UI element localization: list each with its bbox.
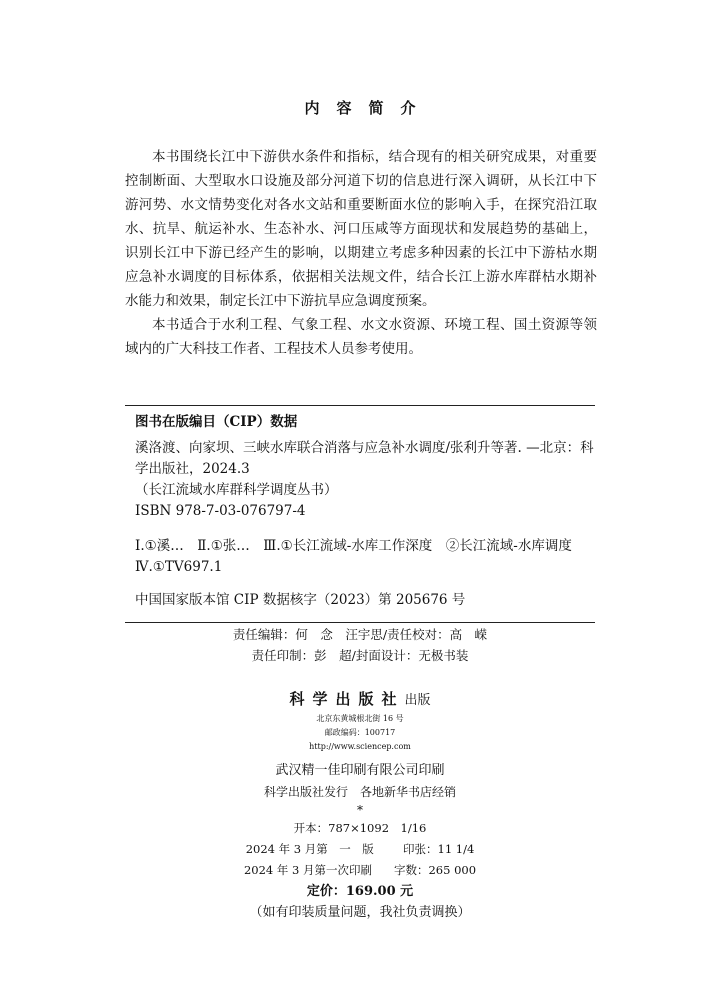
printer-line: 武汉精一佳印刷有限公司印刷 [275, 763, 445, 778]
publisher-line [0, 688, 720, 712]
credits-block [0, 624, 720, 666]
format-line: 开本：787×1092 1/16 [293, 821, 427, 835]
publisher-suffix: 出版 [404, 693, 431, 708]
publisher-name: 科学出版社 [289, 690, 405, 708]
cip-title-line: 溪洛渡、向家坝、三峡水库联合消落与应急补水调度/张利升等著. —北京：科学出版社，2024.3 [135, 440, 594, 477]
edition-text: 2024 年 3 月第 一 版 [245, 842, 374, 856]
price-line: 定价：169.00 元 [306, 884, 414, 899]
printing-text: 2024 年 3 月第一次印刷 [243, 863, 373, 877]
cip-header: 图书在版编目（CIP）数据 [135, 414, 298, 430]
wordcount-text: 字数：265 000 [393, 863, 477, 877]
summary-section [125, 145, 597, 361]
sheets-text: 印张：11 1/4 [403, 842, 475, 856]
summary-paragraph-1: 本书围绕长江中下游供水条件和指标，结合现有的相关研究成果，对重要控制断面、大型取水口设施及部分河道下切的信息进行深入调研，从长江中下游河势、水文情势变化对各水文站和重要断面水位的影响入手，在探究沿江取水、抗旱、航运补水、生态补水、河口压咸等方面现状和发展趋势的基础上，识别长江中下游已经产生的影响，以期建立考虑多种因素的长江中下游枯水期应急补水调度的目标体系，依据相关法规文件，结合长江上游水库群枯水期补水能力和效果，制定长江中下游抗旱应急调度预案。 [125, 149, 597, 309]
credits-production: 责任印制：彭 超/封面设计：无极书装 [251, 648, 469, 663]
cip-top-rule [125, 405, 595, 406]
cip-record-number: 中国国家版本馆 CIP 数据核字（2023）第 205676 号 [135, 592, 466, 608]
cip-bottom-rule [125, 622, 595, 623]
cip-series: （长江流域水库群科学调度丛书） [135, 482, 338, 498]
printing-line [0, 860, 720, 881]
quality-note: （如有印装质量问题，我社负责调换） [249, 905, 471, 920]
edition-line [0, 839, 720, 860]
publisher-address: 北京东黄城根北街 16 号 [316, 714, 404, 723]
distribution-line: 科学出版社发行 各地新华书店经销 [263, 785, 456, 799]
credits-editors: 责任编辑：何 念 汪宇思/责任校对：高 嵘 [232, 627, 488, 642]
separator-star: * [357, 803, 363, 817]
imprint-block [0, 688, 720, 923]
cip-isbn: ISBN 978-7-03-076797-4 [135, 503, 306, 519]
cip-record [135, 438, 597, 611]
summary-paragraph-2: 本书适合于水利工程、气象工程、水文水资源、环境工程、国土资源等领域内的广大科技工作者、工程技术人员参考使用。 [125, 317, 597, 357]
page-title: 内容简介 [304, 99, 433, 117]
cip-classification: Ⅰ.①溪… Ⅱ.①张… Ⅲ.①长江流域-水库工作深度 ②长江流域-水库调度 Ⅳ.①TV697.1 [135, 538, 586, 575]
publisher-url: http://www.sciencep.com [309, 742, 411, 751]
publisher-postcode: 邮政编码：100717 [324, 728, 396, 737]
